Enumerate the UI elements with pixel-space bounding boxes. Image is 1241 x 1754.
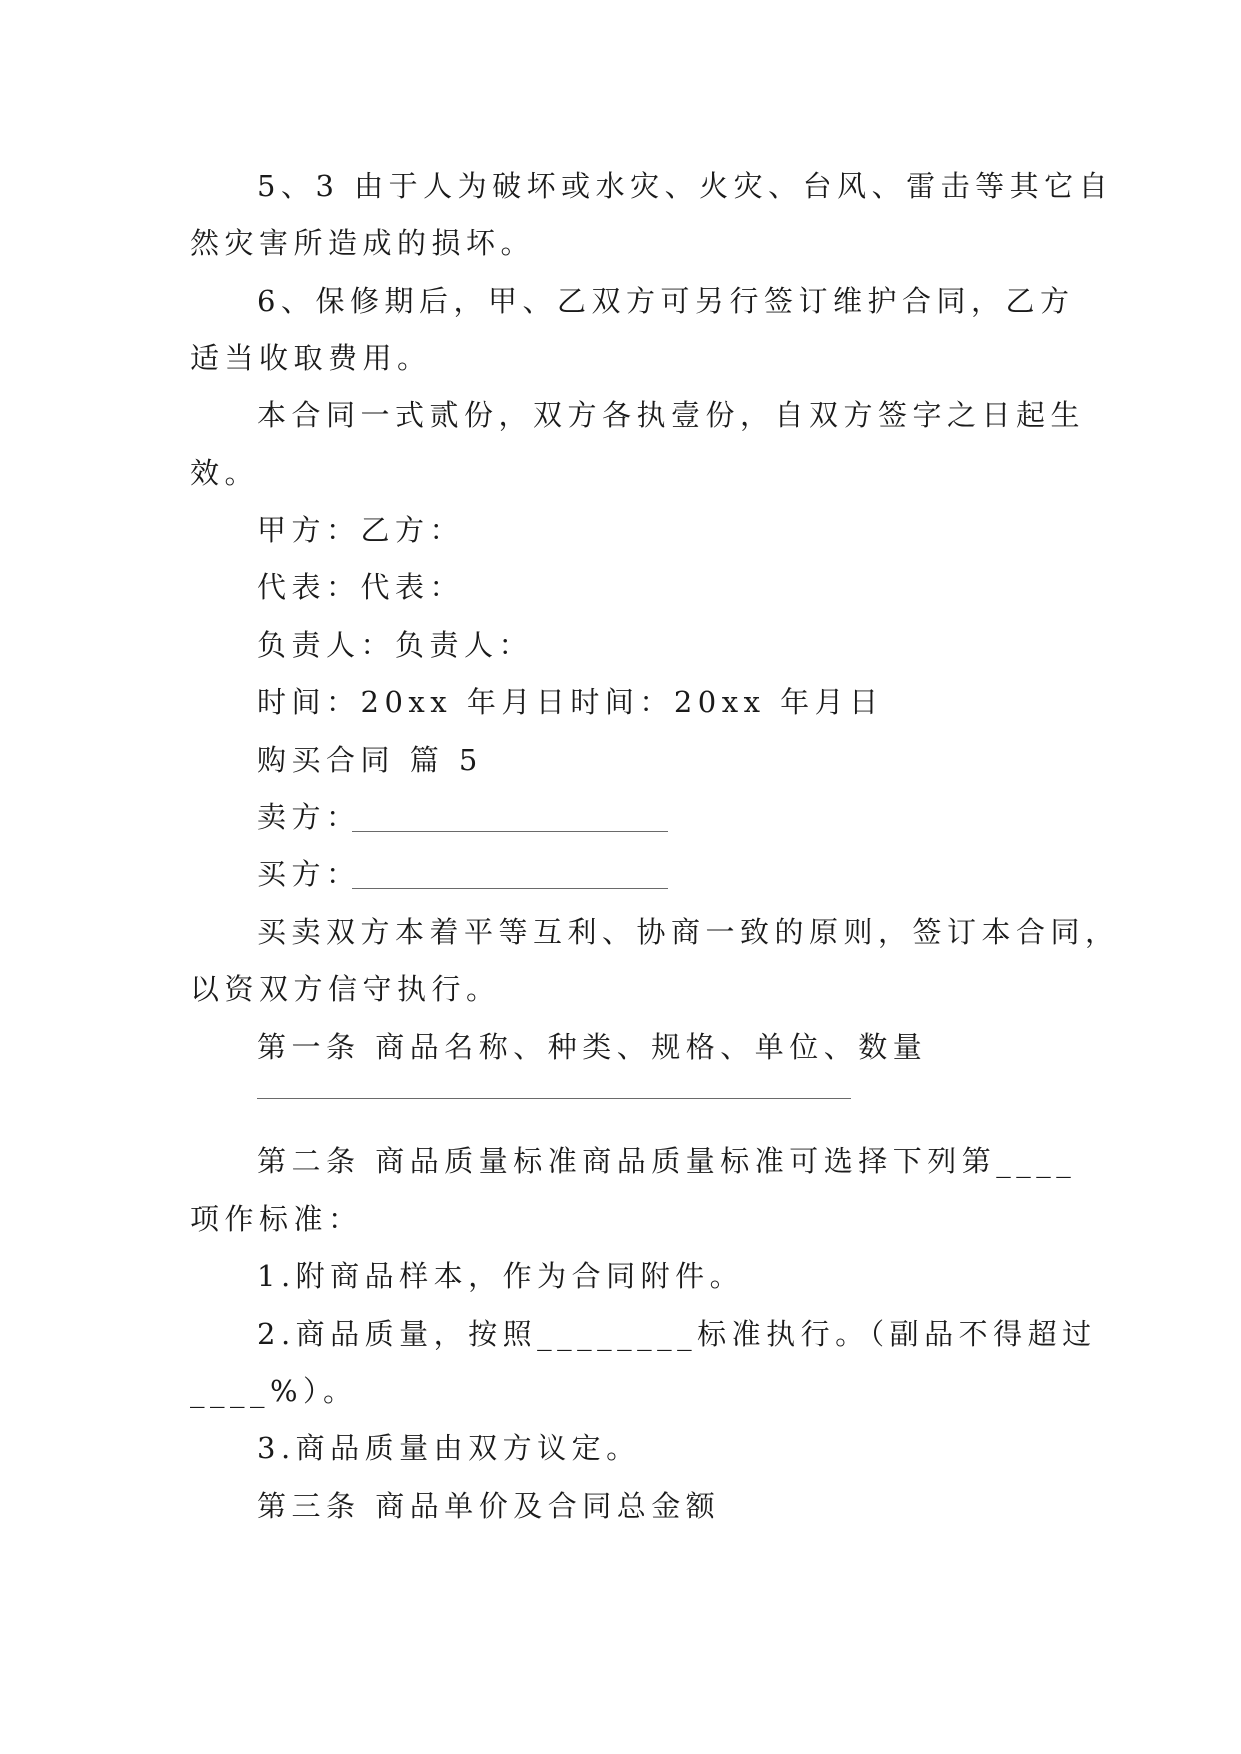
- clause-5-3-line-1: 5、3 由于人为破坏或水灾、火灾、台风、雷击等其它自: [257, 169, 1114, 203]
- preamble-line-2: 以资双方信守执行。: [190, 972, 501, 1006]
- quality-option-3: 3.商品质量由双方议定。: [257, 1431, 641, 1465]
- clause-6-line-2: 适当收取费用。: [190, 341, 432, 375]
- seller-blank-line: [352, 831, 668, 832]
- date-line: 时间：20xx 年月日时间：20xx 年月日: [257, 685, 884, 719]
- article-2-line-2: 项作标准：: [190, 1202, 363, 1236]
- copies-clause-line-2: 效。: [190, 456, 260, 490]
- buyer-blank-line: [352, 888, 668, 889]
- section-heading: 购买合同 篇 5: [257, 743, 483, 777]
- article-1-heading: 第一条 商品名称、种类、规格、单位、数量: [257, 1030, 928, 1064]
- quality-option-1: 1.附商品样本，作为合同附件。: [257, 1259, 745, 1293]
- article-3-heading: 第三条 商品单价及合同总金额: [257, 1489, 721, 1523]
- clause-6-line-1: 6、保修期后，甲、乙双方可另行签订维护合同，乙方: [257, 284, 1075, 318]
- article-1-blank-line: [257, 1098, 851, 1099]
- representatives-line: 代表：代表：: [257, 570, 465, 604]
- parties-line: 甲方：乙方：: [257, 513, 465, 547]
- responsible-persons-line: 负责人：负责人：: [257, 628, 534, 662]
- quality-option-2-line-1: 2.商品质量，按照________标准执行。（副品不得超过: [257, 1317, 1097, 1351]
- buyer-label: 买方：: [257, 857, 361, 891]
- copies-clause-line-1: 本合同一式贰份，双方各执壹份，自双方签字之日起生: [257, 398, 1086, 432]
- preamble-line-1: 买卖双方本着平等互利、协商一致的原则，签订本合同，: [257, 915, 1120, 949]
- article-2-line-1: 第二条 商品质量标准商品质量标准可选择下列第____: [257, 1144, 1077, 1178]
- quality-option-2-line-2: ____%）。: [190, 1374, 358, 1408]
- seller-label: 卖方：: [257, 800, 361, 834]
- clause-5-3-line-2: 然灾害所造成的损坏。: [190, 226, 536, 260]
